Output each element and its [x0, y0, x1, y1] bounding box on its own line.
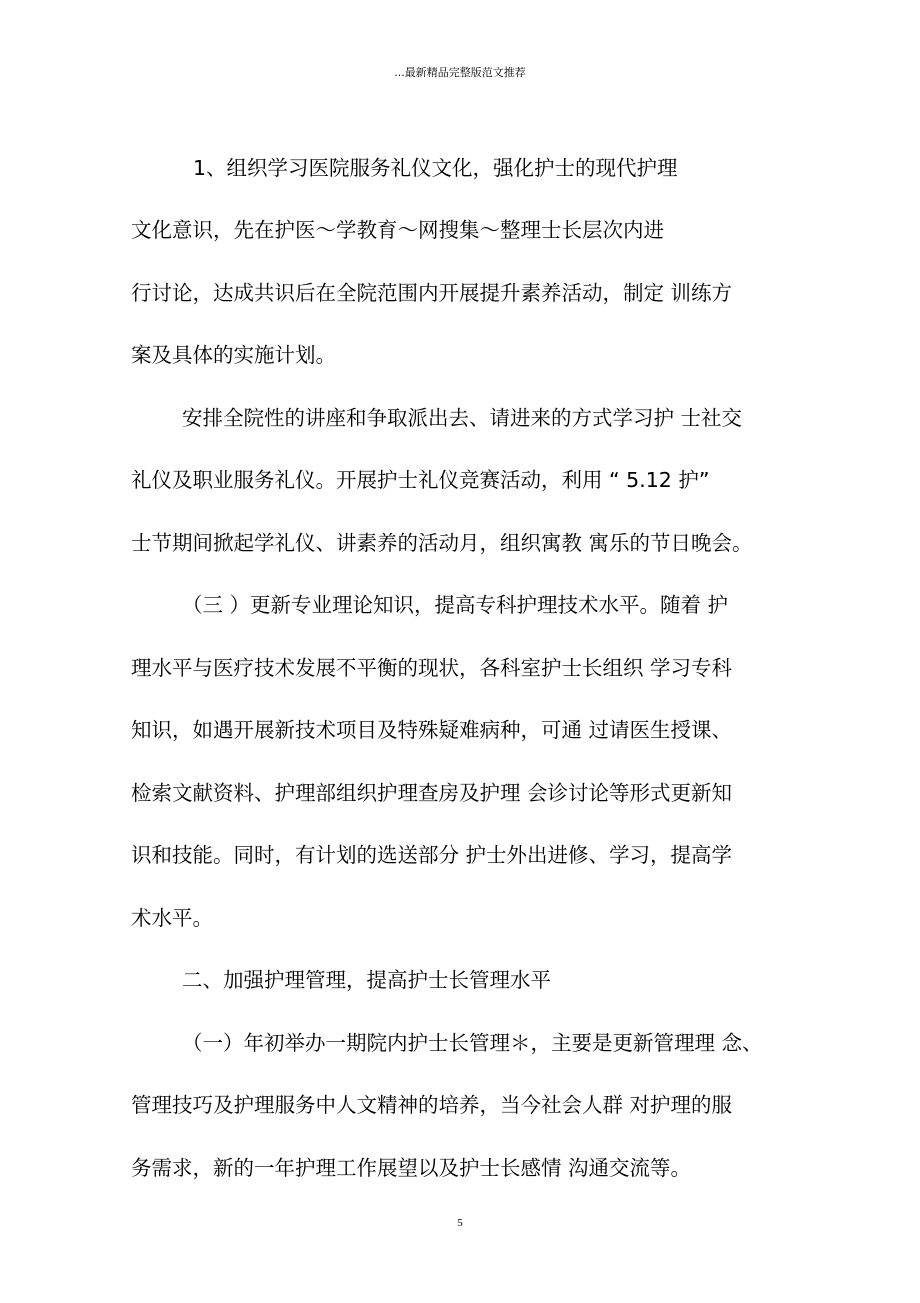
- paragraph-3-line-1: （三 ）更新专业理论知识，提高专科护理技术水平。随着 护: [182, 593, 729, 617]
- paragraph-1-line-1: 1、组织学习医院服务礼仪文化，强化护士的现代护理: [193, 156, 678, 180]
- paragraph-4-line-2: 管理技巧及护理服务中人文精神的培养，当今社会人群 对护理的服: [131, 1093, 733, 1117]
- paragraph-3-line-2: 理水平与医疗技术发展不平衡的现状，各科室护士长组织 学习专科: [131, 656, 733, 680]
- section-heading: 二、加强护理管理，提高护士长管理水平: [182, 968, 551, 992]
- paragraph-2-line-1: 安排全院性的讲座和争取派出去、请进来的方式学习护 士社交: [182, 406, 743, 430]
- paragraph-4-line-3: 务需求，新的一年护理工作展望以及护士长感情 沟通交流等。: [131, 1156, 692, 1180]
- paragraph-3-line-5: 识和技能。同时，有计划的选送部分 护士外出进修、学习，提高学: [131, 843, 733, 867]
- paragraph-1-line-2: 文化意识，先在护医～学教育～网搜集～整理士长层次内进: [131, 218, 664, 242]
- paragraph-4-line-1: （一）年初举办一期院内护士长管理＊，主要是更新管理理 念、: [182, 1031, 763, 1055]
- paragraph-3-line-3: 知识，如遇开展新技术项目及特殊疑难病种，可通 过请医生授课、: [131, 718, 733, 742]
- paragraph-3-line-4: 检索文献资料、护理部组织护理查房及护理 会诊讨论等形式更新知: [131, 781, 733, 805]
- paragraph-2-line-3: 士节期间掀起学礼仪、讲素养的活动月，组织寓教 寓乐的节日晚会。: [131, 531, 753, 555]
- page-number: 5: [457, 1217, 463, 1229]
- page-header: ...最新精品完整版范文推荐: [394, 66, 526, 79]
- paragraph-1-line-4: 案及具体的实施计划。: [131, 343, 336, 367]
- paragraph-3-line-6: 术水平。: [131, 906, 213, 930]
- paragraph-1-line-3: 行讨论，达成共识后在全院范围内开展提升素养活动，制定 训练方: [131, 281, 733, 305]
- paragraph-2-line-2: 礼仪及职业服务礼仪。开展护士礼仪竞赛活动，利用 “ 5.12 护”: [131, 468, 710, 492]
